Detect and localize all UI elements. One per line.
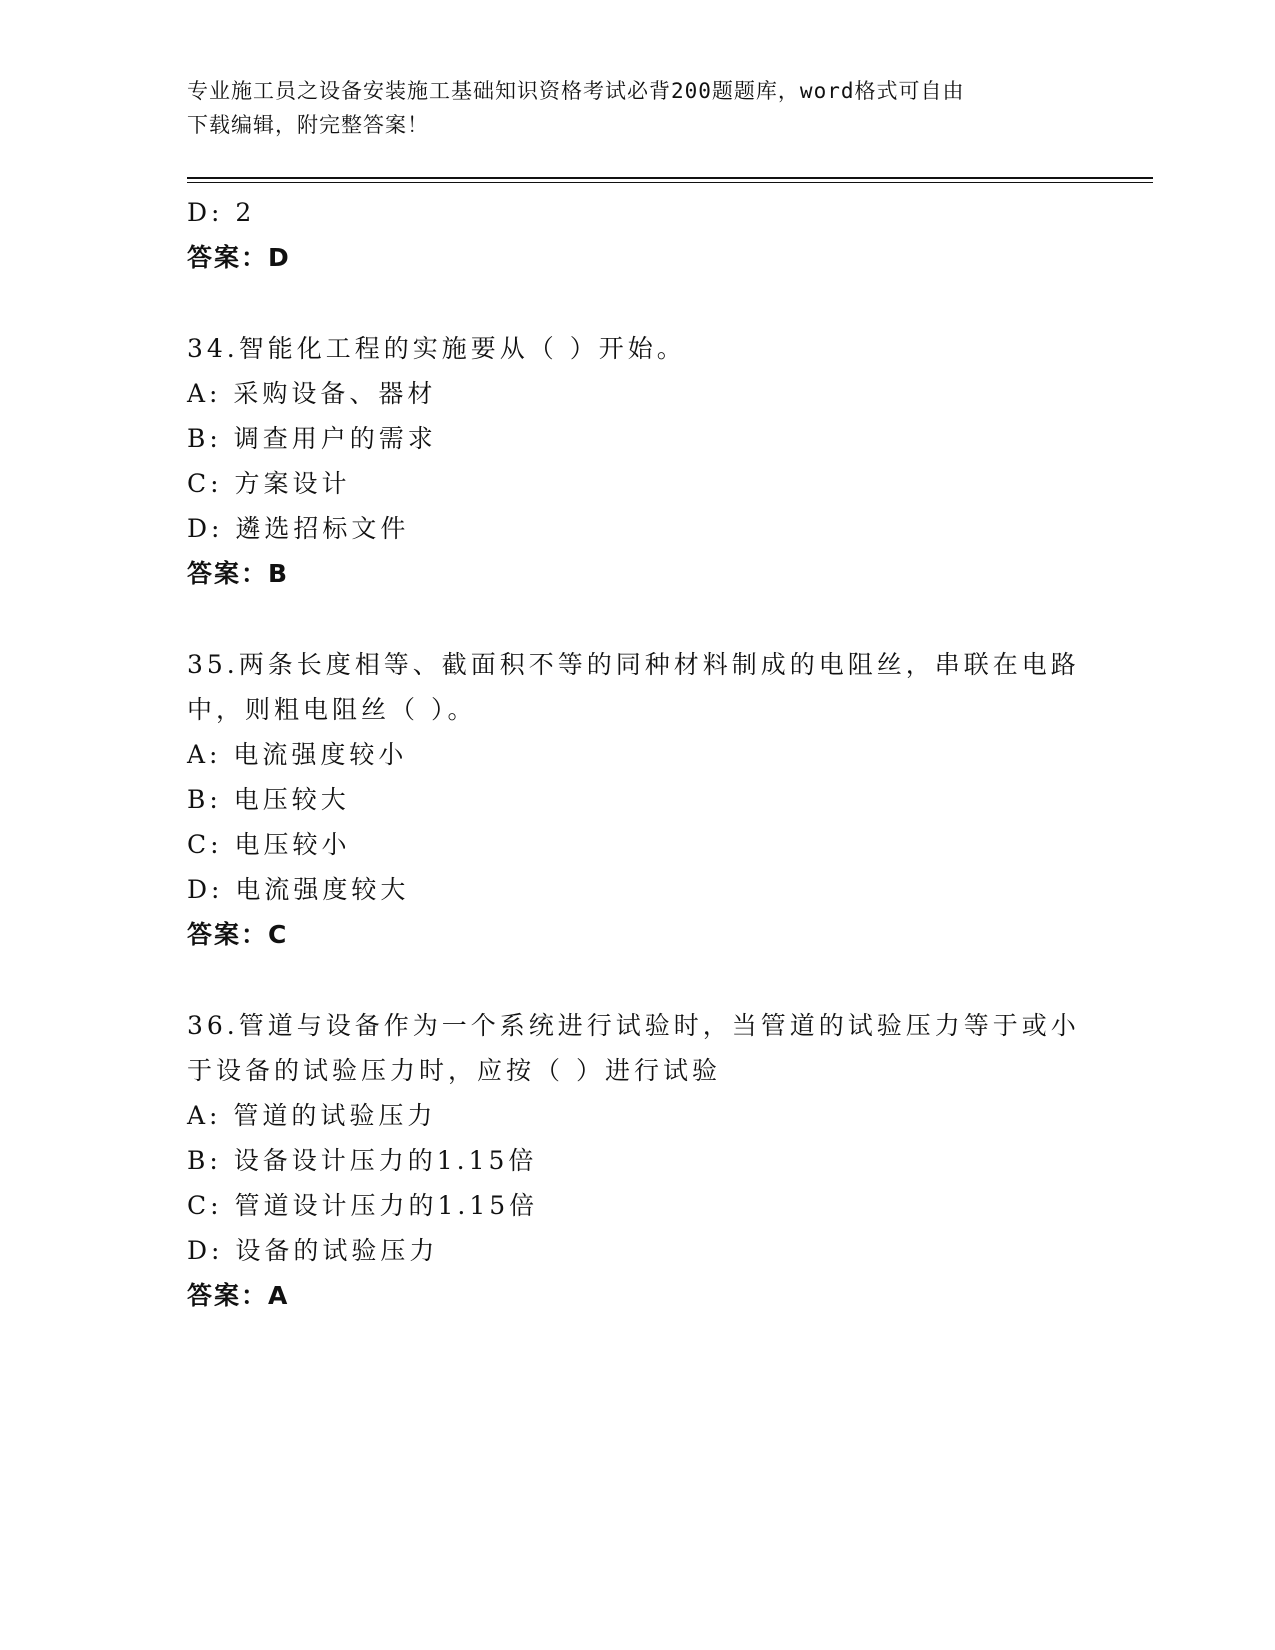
option-d: D: 遴选招标文件 [187,514,410,543]
question-list [187,190,1087,1318]
answer: 答案：A [187,1281,290,1310]
previous-option-d: D: 2 [187,198,256,227]
option-c: C: 管道设计压力的1.15倍 [187,1191,539,1220]
question-stem-line-2: 中，则粗电阻丝（ ）。 [187,695,477,724]
option-b: B: 调查用户的需求 [187,424,437,453]
question-34 [187,326,1087,596]
header-title-line-1: 专业施工员之设备安装施工基础知识资格考试必背200题题库，word格式可自由 [187,79,965,103]
answer: 答案：B [187,559,290,588]
option-a: A: 管道的试验压力 [187,1101,437,1130]
question-36 [187,1003,1087,1318]
option-b: B: 电压较大 [187,785,350,814]
document-header [187,74,1087,142]
option-c: C: 方案设计 [187,469,351,498]
answer: 答案：C [187,920,289,949]
previous-answer: 答案：D [187,243,291,272]
question-stem: 34.智能化工程的实施要从（ ）开始。 [187,334,686,363]
question-stem-line-2: 于设备的试验压力时，应按（ ）进行试验 [187,1056,721,1085]
option-d: D: 设备的试验压力 [187,1236,439,1265]
option-c: C: 电压较小 [187,830,351,859]
option-d: D: 电流强度较大 [187,875,410,904]
header-divider-thick [187,177,1153,179]
option-a: A: 电流强度较小 [187,740,408,769]
header-title-line-2: 下载编辑，附完整答案！ [187,113,429,137]
option-b: B: 设备设计压力的1.15倍 [187,1146,538,1175]
question-stem-line-1: 35.两条长度相等、截面积不等的同种材料制成的电阻丝，串联在电路 [187,650,1080,679]
question-stem-line-1: 36.管道与设备作为一个系统进行试验时，当管道的试验压力等于或小 [187,1011,1080,1040]
header-divider-thin [187,182,1153,183]
question-35 [187,642,1087,957]
option-a: A: 采购设备、器材 [187,379,437,408]
